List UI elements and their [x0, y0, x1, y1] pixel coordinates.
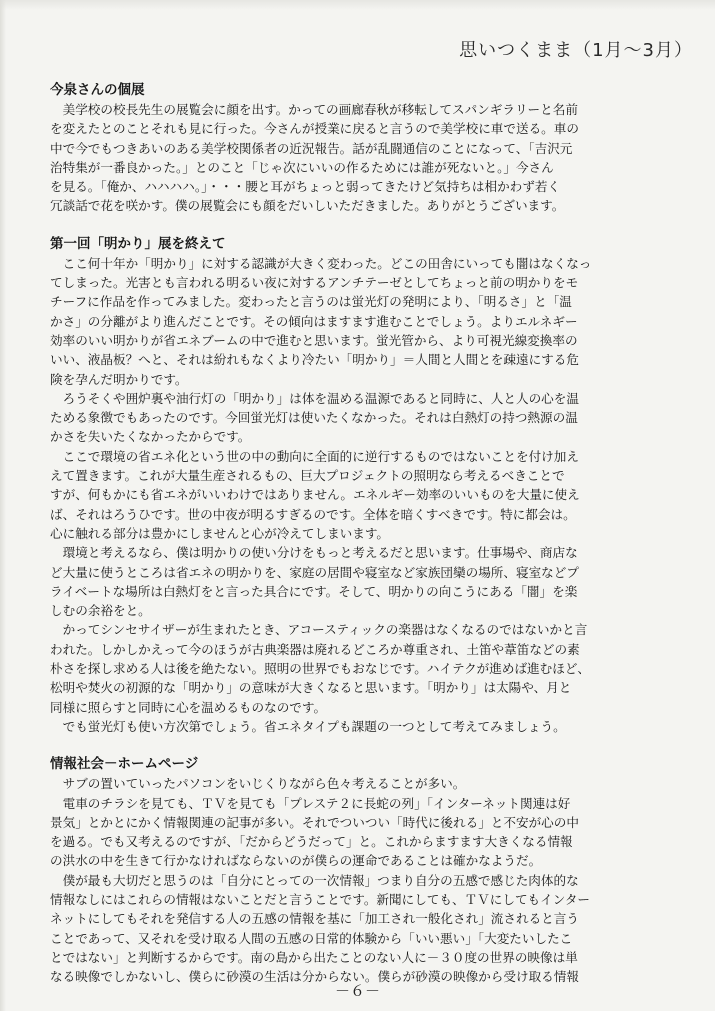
- body-text-line: ここ何十年か「明かり」に対する認識が大きく変わった。どこの田舎にいっても闇はなくなっ: [50, 255, 592, 271]
- body-text-line: サブの置いていったパソコンをいじくりながら色々考えることが多い。: [50, 776, 466, 792]
- body-text-line: ためる象徴でもあったのです。今回蛍光灯は使いたくなかった。それは白熱灯の持つ熱源の温: [50, 410, 578, 426]
- body-text-line: を見る。「俺か、ハハハハ。」・・・腰と耳がちょっと弱ってきたけど気持ちは相かわず若く: [50, 179, 561, 195]
- body-text-line: 同様に照らすと同時に心を温めるものなのです。: [50, 699, 327, 715]
- body-text-line: かさ」の分離がより進んだことです。その傾向はますます進むことでしょう。よりエルネギー: [50, 313, 578, 329]
- scan-shadow-left: [0, 0, 6, 1011]
- body-text-line: ネットにしてもそれを発信する人の五感の情報を基に「加工され一般化され」流されると言う: [50, 911, 579, 927]
- body-text-line: 松明や焚火の初源的な「明かり」の意味が大きくなると思います。「明かり」は太陽や、月と: [50, 680, 572, 696]
- body-text-line: ろうそくや囲炉裏や油行灯の「明かり」は体を温める温源であると同時に、人と人の心を温: [50, 390, 579, 406]
- body-text-line: 朴さを探し求める人は後を絶たない。照明の世界でもおなじです。ハイテクが進めば進むほど、: [50, 661, 591, 677]
- body-text-line: ライベートな場所は白熱灯をと言った具合にです。そして、明かりの向こうにある「闇」を楽: [50, 583, 578, 599]
- body-text-line: 心に触れる部分は豊かにしませんと心が冷えてしまいます。: [50, 525, 390, 541]
- body-text-line: 情報なしにはこれらの情報はないことだと言うことです。新聞にしても、ＴＶにしてもインター: [50, 891, 591, 907]
- section-title: 第一回「明かり」展を終えて: [50, 235, 226, 252]
- body-text-line: 環境と考えるなら、僕は明かりの使い分けをもっと考えるだと思います。仕事場や、商店な: [50, 545, 578, 561]
- article-section: [50, 80, 694, 216]
- section-title: 情報社会－ホームページ: [50, 756, 199, 773]
- body-text-line: すが、何もかにも省エネがいいわけではありません。エネルギー効率のいいものを大量に使え: [50, 487, 580, 503]
- body-text-line: 治特集が一番良かった。」とのこと「じゃ次にいいの作るためには誰が死ないと。」今さん: [50, 159, 554, 175]
- body-text-line: われた。しかしかえって今のほうが古典楽器は廃れるどころか尊重され、土笛や葦笛などの素: [50, 641, 580, 657]
- body-text-line: チーフに作品を作ってみました。変わったと言うのは蛍光灯の発明により、「明るさ」と「温: [50, 294, 572, 310]
- running-header: 思いつくまま（1月〜3月）: [459, 40, 693, 61]
- body-text-line: てしまった。光害とも言われる明るい夜に対するアンチテーゼとしてちょっと前の明かりをモ: [50, 275, 579, 291]
- body-text-line: の洪水の中を生きて行かなければならないのが僕らの運命であることは確かなようだ。: [50, 853, 542, 869]
- body-text-line: とではない」と判断するからです。南の島から出たことのない人に－３０度の世界の映像は単: [50, 949, 578, 965]
- body-text-line: ことであって、又それを受け取る人間の五感の日常的体験から「いい悪い」「大変たいしたこ: [50, 930, 573, 946]
- body-text-line: なる映像でしかないし、僕らに砂漠の生活は分からない。僕らが砂漠の映像から受け取る情報: [50, 969, 579, 985]
- body-text-line: 僕が最も大切だと思うのは「自分にとっての一次情報」つまり自分の五感で感じた肉体的な: [50, 872, 579, 888]
- body-text-line: しむの余裕をと。: [50, 603, 151, 619]
- body-text-line: でも蛍光灯も使い方次第でしょう。省エネタイプも課題の一つとして考えてみましょう。: [50, 718, 566, 734]
- scan-shadow-top: [0, 0, 715, 10]
- body-text-line: かさを失いたくなかったからです。: [50, 429, 251, 445]
- body-text-line: かってシンセサイザーが生まれたとき、アコースティックの楽器はなくなるのではないかと言: [50, 622, 588, 638]
- article-body: [50, 80, 694, 1004]
- article-section: [50, 234, 694, 736]
- body-text-line: ここで環境の省エネ化という世の中の動向に全面的に逆行するものではないことを付け加え: [50, 448, 579, 464]
- page-number: －６－: [334, 982, 380, 1000]
- body-text-line: ど大量に使うところは省エネの明かりを、家庭の居間や寝室など家族団欒の場所、寝室などプ: [50, 564, 579, 580]
- body-text-line: ば、それはろうひです。世の中夜が明るすぎるのです。全体を暗くすべきです。特に都会は。: [50, 506, 576, 522]
- body-text-line: 険を孕んだ明かりです。: [50, 371, 188, 387]
- body-text-line: 美学校の校長先生の展覧会に顔を出す。かっての画廊春秋が移転してスパンギラリーと名前: [50, 102, 578, 117]
- body-text-line: を変えたとのことそれも見に行った。今さんが授業に戻ると言うので美学校に車で送る。車の: [50, 121, 579, 137]
- section-title: 今泉さんの個展: [50, 82, 145, 98]
- body-text-line: えて置きます。これが大量生産されるもの、巨大プロジェクトの照明なら考えるべきことで: [50, 468, 565, 484]
- body-text-line: 景気」とかとにかく情報関連の記事が多い。それでついつい「時代に後れる」と不安が心の中: [50, 814, 579, 830]
- body-text-line: いい、液晶板？へと、それは紛れもなくより冷たい「明かり」＝人間と人間とを疎遠にする危: [50, 352, 579, 368]
- body-text-line: を過る。でも又考えるのですが、「だからどうだって」と。これからますます大きくなる情報: [50, 834, 573, 850]
- article-section: [50, 754, 694, 986]
- body-text-line: 効率のいい明かりが省エネブームの中で進むと思います。蛍光管から、より可視光線変換率の: [50, 332, 578, 348]
- body-text-line: 冗談話で花を咲かす。僕の展覧会にも顔をだいしいただきました。ありがとうございます。: [50, 198, 565, 214]
- body-text-line: 電車のチラシを見ても、ＴＶを見ても「プレステ２に長蛇の列」「インターネット関連は好: [50, 795, 571, 811]
- body-text-line: 中で今でもつきあいのある美学校関係者の近況報告。話が乱闘通信のことになって、「吉沢元: [50, 140, 573, 156]
